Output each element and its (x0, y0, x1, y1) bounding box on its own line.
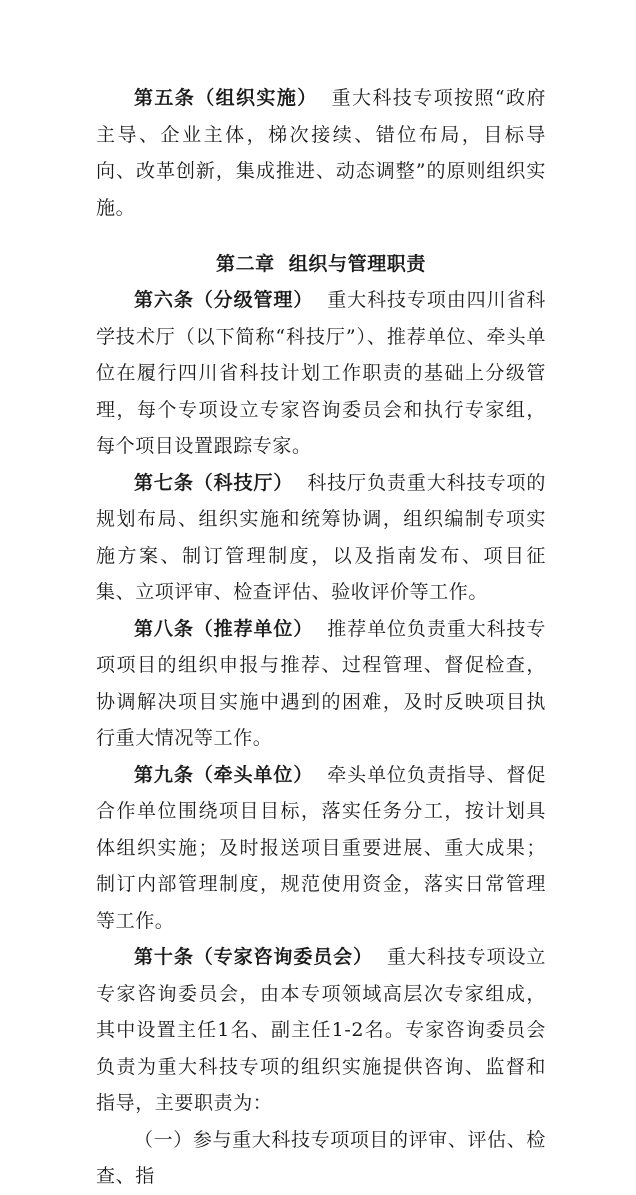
article-text: 推荐单位负责重大科技专项项目的组织申报与推荐、过程管理、督促检查，协调解决项目实施中遇到的困难，及时反映项目执行重大情况等工作。 (96, 617, 547, 749)
chapter-number: 第二章 (215, 253, 275, 275)
chapter-name: 组织与管理职责 (288, 253, 426, 275)
article-heading: 第九条（牵头单位） (134, 763, 314, 786)
article-8 (96, 611, 546, 757)
article-heading: 第七条（科技厅） (134, 471, 294, 494)
article-text: 重大科技专项按照“政府主导、企业主体，梯次接续、错位布局，目标导向、改革创新，集成推进、动态调整”的原则组织实施。 (96, 87, 546, 219)
article-5 (96, 80, 546, 226)
article-text: 重大科技专项设立专家咨询委员会，由本专项领域高层次专家组成，其中设置主任1名、副主任1-2名。专家咨询委员会负责为重大科技专项的组织实施提供咨询、监督和指导，主要职责为： (96, 946, 546, 1114)
article-heading: 第八条（推荐单位） (134, 617, 314, 640)
article-7 (96, 465, 546, 611)
article-10 (96, 939, 546, 1122)
article-text: 牵头单位负责指导、督促合作单位围绕项目目标，落实任务分工，按计划具体组织实施；及时报送项目重要进展、重大成果；制订内部管理制度，规范使用资金，落实日常管理等工作。 (96, 763, 547, 932)
document-body (96, 80, 546, 1195)
article-heading: 第六条（分级管理） (134, 289, 314, 311)
list-item-text: （一）参与重大科技专项项目的评审、评估、检查、指 (96, 1128, 546, 1187)
chapter-title (96, 246, 546, 282)
article-heading: 第十条（专家咨询委员会） (134, 946, 373, 968)
article-6 (96, 282, 546, 465)
article-text: 重大科技专项由四川省科学技术厅（以下简称“科技厅”）、推荐单位、牵头单位在履行四川省科技计划工作职责的基础上分级管理，每个专项设立专家咨询委员会和执行专家组，每个项目设置跟踪专家。 (96, 289, 547, 457)
list-item-1 (96, 1122, 546, 1195)
article-9 (96, 757, 546, 940)
article-heading: 第五条（组织实施） (134, 87, 318, 109)
article-text: 科技厅负责重大科技专项的规划布局、组织实施和统筹协调，组织编制专项实施方案、制订管理制度，以及指南发布、项目征集、立项评审、检查评估、验收评价等工作。 (96, 471, 546, 603)
